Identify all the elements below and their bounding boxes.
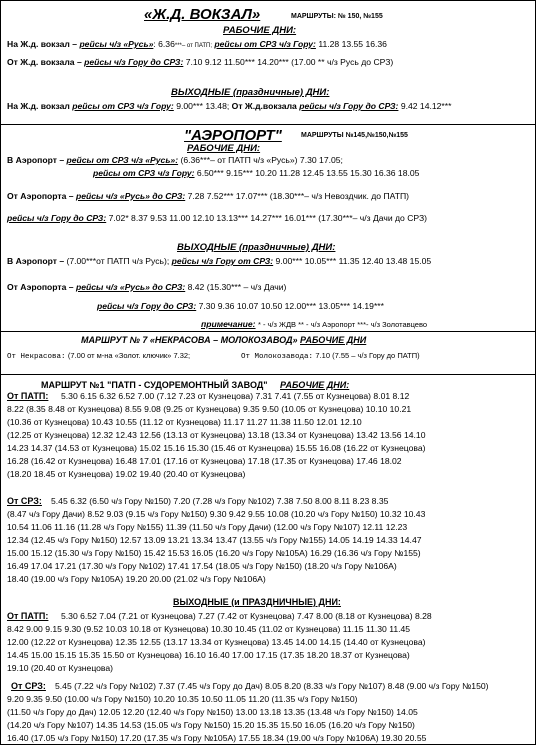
airport-l3a: От Аэропорта – bbox=[7, 191, 74, 201]
route1-h-patp-line: 5.30 6.52 7.04 (7.21 от Кузнецова) 7.27 (7.42 от Кузнецова) 7.47 8.00 (8.18 от Кузнецова) 8.28 bbox=[61, 611, 432, 621]
airport-l5d: 9.00*** 10.05*** 11.35 12.40 13.48 15.05 bbox=[275, 256, 432, 266]
route1-title: МАРШРУТ №1 "ПАТП - СУДОРЕМОНТНЫЙ ЗАВОД" bbox=[41, 380, 268, 390]
route1-patp-label: От ПАТП: bbox=[7, 391, 49, 401]
route1-h-srz-line: 5.45 (7.22 ч/з Гору №102) 7.37 (7.45 ч/з Гору до Дач) 8.05 8.20 (8.33 ч/з Гору №107) 8.48 (9.00 ч/з Гору №150) bbox=[55, 681, 489, 691]
route1-section bbox=[0, 374, 536, 745]
vokzal-l1a: На Ж.д. вокзал – bbox=[7, 39, 78, 49]
route7-header bbox=[81, 335, 366, 345]
airport-l1c: (6.36***– от ПАТП ч/з «Русь») 7.30 17.05; bbox=[180, 155, 343, 165]
route1-h-srz-line: (11.50 ч/з Гору до Дач) 12.05 12.20 (12.40 ч/з Гору №150) 13.00 13.18 13.35 (13.48 ч/з Гору №150) 14.05 bbox=[7, 707, 418, 717]
route1-srz-line: 12.34 (12.45 ч/з Гору №150) 12.57 13.09 13.21 13.34 13.47 (13.55 ч/з Гору №155) 14.05 14.19 14.33 14.47 bbox=[7, 535, 422, 545]
route1-h-srz-line: 9.20 9.35 9.50 (10.00 ч/з Гору №150) 10.20 10.35 10.50 11.05 11.20 (11.35 ч/з Гору №150) bbox=[7, 694, 358, 704]
vokzal-l3b: рейсы от СРЗ ч/з Гору: bbox=[72, 101, 174, 111]
airport-l5c: рейсы ч/з Гору от СРЗ: bbox=[171, 256, 274, 266]
route7-from-nekrasova: От Некрасова: bbox=[7, 353, 66, 361]
vokzal-l1c: : 6.36 bbox=[153, 39, 175, 49]
route7-workdays: РАБОЧИЕ ДНИ bbox=[300, 335, 367, 345]
airport-note-label: примечание: bbox=[201, 319, 256, 329]
vokzal-workdays-heading: РАБОЧИЕ ДНИ: bbox=[223, 25, 297, 36]
vokzal-holidays-heading: ВЫХОДНЫЕ (праздничные) ДНИ: bbox=[171, 87, 330, 98]
airport-l3b: рейсы ч/з «Русь» до СРЗ: bbox=[75, 191, 186, 201]
airport-line-6 bbox=[7, 282, 286, 292]
route7-line bbox=[7, 350, 190, 362]
route7-section bbox=[0, 331, 536, 374]
route1-patp-line: 8.22 (8.35 8.48 от Кузнецова) 8.55 9.08 (9.25 от Кузнецова) 9.35 9.50 (10.05 от Кузнецова) 10.10 10.21 bbox=[7, 404, 412, 414]
route7-from-molokozavod: От Молокозавода: bbox=[241, 353, 314, 361]
airport-section bbox=[0, 124, 536, 331]
airport-l2b: 6.50*** 9.15*** 10.20 11.28 12.45 13.55 15.30 16.36 18.05 bbox=[196, 168, 420, 178]
vokzal-l3a: На Ж.д. вокзал bbox=[7, 101, 70, 111]
vokzal-l2b: рейсы ч/з Гору до СРЗ: bbox=[84, 57, 184, 67]
route1-srz-line: 18.40 (19.00 ч/з Гору №105А) 19.20 20.00 (21.02 ч/з Гору №106А) bbox=[7, 574, 266, 584]
vokzal-routes: МАРШРУТЫ: № 150, №155 bbox=[291, 13, 383, 20]
airport-routes: МАРШРУТЫ №145,№150,№155 bbox=[301, 132, 408, 139]
vokzal-l1e: рейсы от СРЗ ч/з Гору: bbox=[214, 39, 316, 49]
vokzal-line-1 bbox=[7, 39, 387, 51]
route1-patp-line: (10.36 от Кузнецова) 10.43 10.55 (11.12 от Кузнецова) 11.17 11.27 11.38 11.50 12.01 12.10 bbox=[7, 417, 362, 427]
route1-h-srz-line: 16.40 (17.05 ч/з Гору №150) 17.20 (17.35 ч/з Гору №105А) 17.55 18.34 (19.00 ч/з Гору №106А) 19.30 20.55 bbox=[7, 733, 427, 743]
vokzal-l3d: От Ж.д.вокзала bbox=[231, 101, 297, 111]
airport-holidays-heading: ВЫХОДНЫЕ (праздничные) ДНИ: bbox=[177, 242, 336, 253]
route1-srz-line: 15.00 15.12 (15.30 ч/з Гору №150) 15.42 15.53 16.05 (16.20 ч/з Гору №105А) 16.29 (16.36 ч/з Гору №155) bbox=[7, 548, 421, 558]
route1-h-patp-line: 14.45 15.00 15.15 15.35 15.50 от Кузнецова) 16.10 16.40 17.00 17.15 (17.35 18.20 18.37 от Кузнецова) bbox=[7, 650, 410, 660]
airport-line-1 bbox=[7, 155, 343, 165]
airport-l6c: 8.42 (15.30*** – ч/з Дачи) bbox=[187, 282, 287, 292]
airport-line-7 bbox=[97, 301, 384, 311]
airport-l7a: рейсы ч/з Гору до СРЗ: bbox=[97, 301, 197, 311]
route1-h-srz-line: (14.20 ч/з Гору №107) 14.35 14.53 (15.05 ч/з Гору №150) 15.20 15.35 15.50 16.05 (16.20 ч/з Гору №150) bbox=[7, 720, 415, 730]
vokzal-section bbox=[0, 0, 536, 124]
vokzal-l2c: 7.10 9.12 11.50*** 14.20*** (17.00 ** ч/з Русь до СРЗ) bbox=[185, 57, 394, 67]
route1-srz-line: 10.54 11.06 11.16 (11.28 ч/з Гору №155) 11.39 (11.50 ч/з Гору Дачи) (12.00 ч/з Гору №107) 12.11 12.23 bbox=[7, 522, 408, 532]
airport-line-3 bbox=[7, 191, 409, 201]
airport-l4b: 7.02* 8.37 9.53 11.00 12.10 13.13*** 14.27*** 16.01*** (17.30***– ч/з Дачи до СРЗ) bbox=[108, 213, 428, 223]
airport-l4a: рейсы ч/з Гору до СРЗ: bbox=[7, 213, 107, 223]
vokzal-l1f: 11.28 13.55 16.36 bbox=[318, 39, 387, 49]
route1-h-patp-label: От ПАТП: bbox=[7, 611, 49, 621]
airport-l6b: рейсы ч/з «Русь» до СРЗ: bbox=[75, 282, 186, 292]
route1-h-patp-line: 19.10 (20.40 от Кузнецова) bbox=[7, 663, 114, 673]
airport-l1b: рейсы от СРЗ ч/з «Русь»: bbox=[66, 155, 179, 165]
vokzal-title: «Ж.Д. ВОКЗАЛ» bbox=[144, 6, 261, 23]
airport-l3c: 7.28 7.52*** 17.07*** (18.30***– ч/з Невоздчик. до ПАТП) bbox=[187, 191, 409, 201]
airport-title: "АЭРОПОРТ" bbox=[184, 127, 282, 144]
route7-nekrasova-times: (7.00 от м-на «Золот. ключик» 7.32; bbox=[67, 351, 191, 360]
airport-line-2 bbox=[93, 168, 419, 178]
route1-holidays-heading: ВЫХОДНЫЕ (и ПРАЗДНИЧНЫЕ) ДНИ: bbox=[173, 597, 341, 607]
vokzal-l3f: 9.42 14.12*** bbox=[400, 101, 452, 111]
vokzal-l1b: рейсы ч/з «Русь» bbox=[79, 39, 154, 49]
route1-patp-line: 16.28 (16.42 от Кузнецова) 16.48 17.01 (17.16 от Кузнецова) 17.18 (17.35 от Кузнецова) 17.46 18.02 bbox=[7, 456, 402, 466]
airport-l7b: 7.30 9.36 10.07 10.50 12.00*** 13.05*** 14.19*** bbox=[198, 301, 384, 311]
route1-patp-line: 5.30 6.15 6.32 6.52 7.00 (7.12 7.23 от Кузнецова) 7.31 7.41 (7.55 от Кузнецова) 8.01 8.12 bbox=[61, 391, 410, 401]
vokzal-l3c: 9.00*** 13.48; bbox=[176, 101, 230, 111]
route1-patp-line: (18.20 18.45 от Кузнецова) 19.02 19.40 (20.40 от Кузнецова) bbox=[7, 469, 246, 479]
route7-title: МАРШРУТ № 7 «НЕКРАСОВА – МОЛОКОЗАВОД» bbox=[81, 335, 298, 345]
route1-srz-label: От СРЗ: bbox=[7, 496, 42, 506]
route1-patp-line: (12.25 от Кузнецова) 12.32 12.43 12.56 (13.13 от Кузнецова) 13.18 (13.34 от Кузнецова) 13.42 13.56 14.10 bbox=[7, 430, 426, 440]
vokzal-line-3 bbox=[7, 101, 451, 111]
airport-l6a: От Аэропорта – bbox=[7, 282, 74, 292]
vokzal-line-2 bbox=[7, 57, 393, 67]
airport-note bbox=[201, 319, 427, 330]
vokzal-l3e: рейсы ч/з Гору до СРЗ: bbox=[299, 101, 399, 111]
airport-note-text: * - ч/з ЖДВ ** - ч/з Аэропорт ***- ч/з Золотавцево bbox=[257, 320, 428, 329]
route1-h-srz-label: От СРЗ: bbox=[11, 681, 46, 691]
airport-l5a: В Аэропорт – bbox=[7, 256, 65, 266]
airport-l2a: рейсы от СРЗ ч/з Гору: bbox=[93, 168, 195, 178]
route1-srz-line: 16.49 17.04 17.21 (17.30 ч/з Гору №102) 17.41 17.54 (18.05 ч/з Гору №150) (18.20 ч/з Гору №106А) bbox=[7, 561, 397, 571]
airport-l5b: (7.00***от ПАТП ч/з Русь); bbox=[66, 256, 170, 266]
route1-h-patp-line: 8.42 9.00 9.15 9.30 (9.52 10.03 10.18 от Кузнецова) 10.30 10.45 (11.02 от Кузнецова) 11.15 11.30 11.45 bbox=[7, 624, 411, 634]
route1-patp-line: 14.23 14.37 (14.53 от Кузнецова) 15.02 15.16 15.30 (15.46 от Кузнецова) 15.55 16.08 (16.22 от Кузнецова) bbox=[7, 443, 426, 453]
vokzal-l1d: ***– от ПАТП; bbox=[174, 43, 212, 49]
route1-srz-line: 5.45 6.32 (6.50 ч/з Гору №150) 7.20 (7.28 ч/з Гору №102) 7.38 7.50 8.00 8.11 8.23 8.35 bbox=[51, 496, 389, 506]
airport-workdays-heading: РАБОЧИЕ ДНИ: bbox=[187, 143, 261, 154]
route1-workdays: РАБОЧИЕ ДНИ: bbox=[280, 380, 350, 390]
route1-header bbox=[41, 380, 349, 390]
airport-line-4 bbox=[7, 213, 427, 223]
route7-molokozavod-times: 7.10 (7.55 – ч/з Гору до ПАТП) bbox=[315, 351, 420, 360]
route1-h-patp-line: 12.00 (12.22 от Кузнецова) 12.35 12.55 (13.17 13.34 от Кузнецова) 13.45 14.00 14.15 (14.40 от Кузнецова) bbox=[7, 637, 426, 647]
route7-line-b bbox=[241, 350, 420, 362]
vokzal-l2a: От Ж.д. вокзала – bbox=[7, 57, 82, 67]
airport-l1a: В Аэропорт – bbox=[7, 155, 65, 165]
airport-line-5 bbox=[7, 256, 431, 266]
route1-srz-line: (8.47 ч/з Гору Дачи) 8.52 9.03 (9.15 ч/з Гору №150) 9.30 9.42 9.55 10.08 (10.20 ч/з Гору №150) 10.32 10.43 bbox=[7, 509, 426, 519]
